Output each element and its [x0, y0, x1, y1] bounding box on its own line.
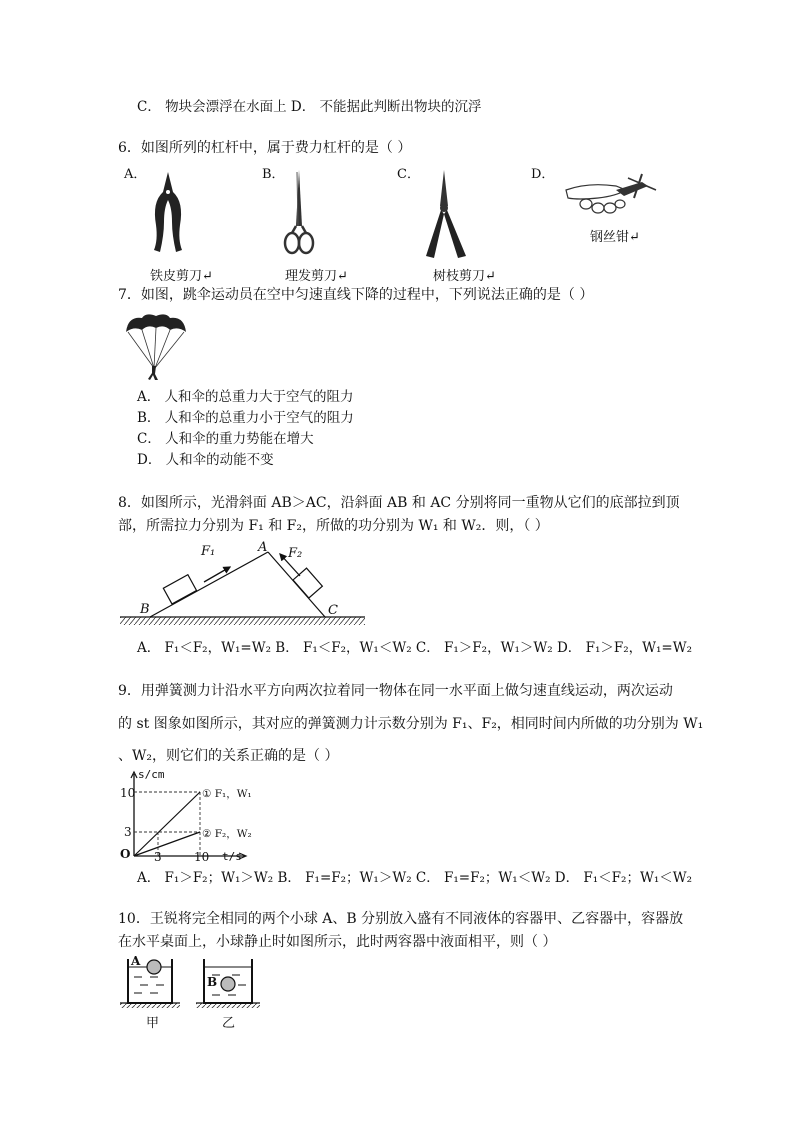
q5-option-c: C． 物块会漂浮在水面上 D． 不能据此判断出物块的沉浮: [137, 99, 482, 115]
q6-stem: 6．如图所列的杠杆中，属于费力杠杆的是（ ）: [118, 140, 412, 156]
label-ball-b: B: [207, 975, 218, 989]
graph-line2-label: ② F₂，W₂: [202, 828, 252, 840]
q8-options: A． F₁＜F₂，W₁=W₂ B． F₁＜F₂，W₁＜W₂ C． F₁＞F₂，W₁＞W₂ D． F₁＞F₂，W₁=W₂: [137, 640, 693, 656]
graph-ylabel: s/cm: [138, 768, 165, 781]
line-2: [134, 832, 200, 856]
q7-option-a: A． 人和伞的总重力大于空气的阻力: [137, 389, 354, 405]
tin-snips-image: [148, 170, 188, 255]
line-1: [134, 792, 200, 856]
q6-caption-d: 钢丝钳↵: [590, 230, 640, 245]
q9-stem-line1: 9．用弹簧测力计沿水平方向两次拉着同一物体在同一水平面上做匀速直线运动，两次运动: [118, 683, 673, 699]
containers-diagram: [120, 955, 280, 1015]
graph-ytick-3: 3: [124, 825, 132, 839]
q9-stem-line3: 、W₂，则它们的关系正确的是（ ）: [118, 748, 339, 764]
incline-diagram: [120, 540, 370, 632]
q6-caption-b: 理发剪刀↵: [285, 269, 348, 284]
q6-option-c-letter: C．: [397, 167, 420, 182]
q6-caption-c: 树枝剪刀↵: [433, 269, 496, 284]
q8-stem-line1: 8．如图所示，光滑斜面 AB＞AC，沿斜面 AB 和 AC 分别将同一重物从它们的底部拉到顶: [118, 495, 680, 511]
ball-b: [221, 977, 235, 991]
q9-options: A． F₁＞F₂；W₁＞W₂ B． F₁=F₂；W₁＞W₂ C． F₁=F₂；W₁＜W₂ D． F₁＜F₂；W₁＜W₂: [137, 870, 693, 886]
label-f1: F₁: [201, 544, 216, 559]
label-container-jia: 甲: [146, 1016, 160, 1031]
q10-stem-line2: 在水平桌面上，小球静止时如图所示，此时两容器中液面相平，则（ ）: [118, 934, 557, 950]
branch-shears-image: [420, 168, 472, 260]
q8-stem-line2: 部，所需拉力分别为 F₁ 和 F₂，所做的功分别为 W₁ 和 W₂．则，（ ）: [118, 518, 549, 534]
slope-ab: [150, 552, 268, 617]
block-on-ab: [163, 575, 196, 604]
q10-stem-line1: 10．王锐将完全相同的两个小球 A、B 分别放入盛有不同液体的容器甲、乙容器中，容器放: [118, 911, 684, 927]
label-c: C: [328, 603, 338, 618]
q6-option-d-letter: D．: [531, 167, 555, 182]
q9-stem-line2: 的 st 图象如图所示，其对应的弹簧测力计示数分别为 F₁、F₂，相同时间内所做的功分别为 W₁: [118, 716, 704, 732]
graph-line1-label: ① F₁，W₁: [202, 788, 252, 800]
wire-pliers-image: [558, 168, 668, 223]
label-a: A: [258, 540, 268, 555]
q7-option-c: C． 人和伞的重力势能在增大: [137, 431, 314, 447]
ball-a: [147, 960, 161, 974]
hair-scissors-image: [282, 168, 316, 260]
graph-ytick-10: 10: [120, 786, 136, 800]
label-container-yi: 乙: [222, 1016, 236, 1031]
q6-caption-a: 铁皮剪刀↵: [150, 269, 213, 284]
q6-option-a-letter: A．: [124, 167, 147, 182]
label-f2: F₂: [288, 546, 303, 561]
label-ball-a: A: [131, 954, 141, 968]
q7-option-b: B． 人和伞的总重力小于空气的阻力: [137, 410, 354, 426]
graph-xtick-10: 10: [194, 850, 210, 864]
q6-option-b-letter: B．: [262, 167, 285, 182]
label-b: B: [140, 602, 150, 617]
parachutist-image: [122, 312, 190, 382]
q7-option-d: D． 人和伞的动能不变: [137, 452, 274, 468]
q7-stem: 7．如图，跳伞运动员在空中匀速直线下降的过程中，下列说法正确的是（ ）: [118, 287, 594, 303]
graph-xlabel: t/s: [222, 850, 242, 863]
graph-xtick-3: 3: [154, 850, 162, 864]
graph-origin: O: [120, 847, 131, 861]
